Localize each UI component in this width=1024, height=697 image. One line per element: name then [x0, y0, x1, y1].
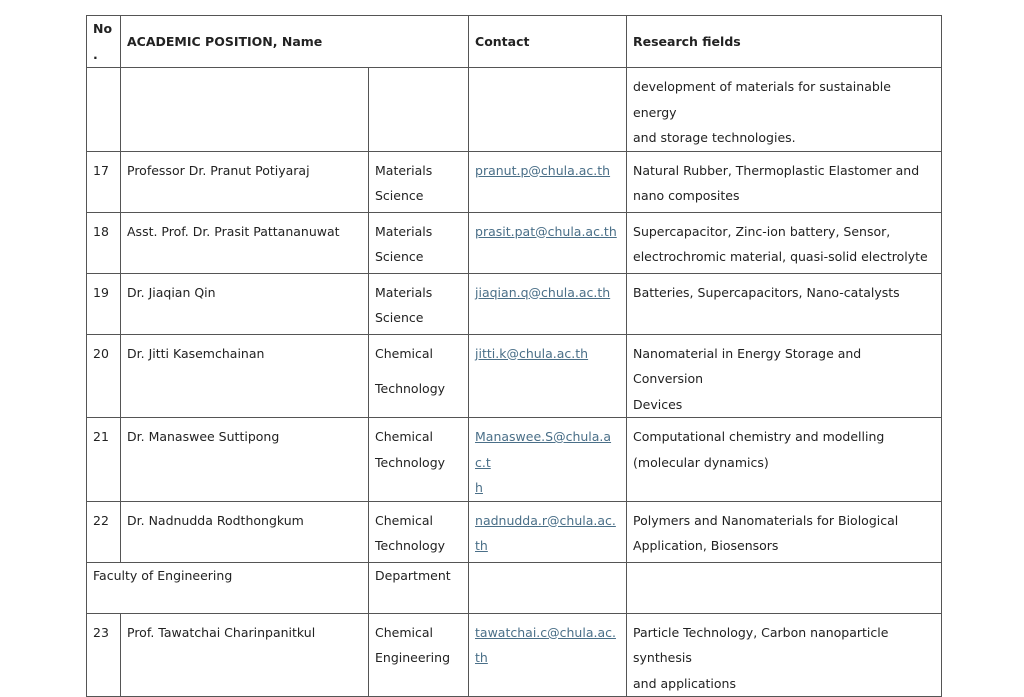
research-line: Devices: [633, 396, 683, 412]
no-cell: [87, 68, 121, 152]
research-line: and storage technologies.: [633, 130, 796, 145]
no-cell: 17: [87, 151, 121, 212]
email-link[interactable]: prasit.pat@chula.ac.th: [475, 223, 617, 239]
email-link[interactable]: jitti.k@chula.ac.th: [475, 345, 589, 361]
dept-line: Materials: [375, 223, 433, 239]
department-heading: Department: [369, 562, 469, 613]
name-cell: Dr. Manaswee Suttipong: [121, 418, 369, 502]
research-cell: [627, 151, 942, 212]
dept-line: Science: [375, 188, 424, 203]
header-no: No.: [87, 16, 121, 68]
table-row: [87, 418, 942, 502]
table-row: [87, 151, 942, 212]
dept-line: Materials: [375, 284, 433, 300]
dept-line: Science: [375, 310, 424, 325]
email-link[interactable]: Manaswee.S@chula.ac.t: [475, 429, 612, 470]
contact-cell: [469, 68, 627, 152]
dept-line: Chemical: [375, 624, 433, 640]
research-line: electrochromic material, quasi-solid electrolyte: [633, 249, 928, 264]
research-line: development of materials for sustainable energy: [633, 79, 891, 120]
dept-cell: [369, 68, 469, 152]
dept-line: Engineering: [375, 650, 450, 665]
name-cell: Dr. Nadnudda Rodthongkum: [121, 501, 369, 562]
dept-line: Chemical: [375, 512, 433, 528]
table-row: [87, 613, 942, 697]
research-cell: [627, 273, 942, 334]
name-cell: Professor Dr. Pranut Potiyaraj: [121, 151, 369, 212]
section-row: [87, 562, 942, 613]
name-cell: Asst. Prof. Dr. Prasit Pattananuwat: [121, 212, 369, 273]
no-cell: 20: [87, 334, 121, 418]
dept-cell: [369, 613, 469, 697]
header-name: ACADEMIC POSITION, Name: [121, 16, 469, 68]
dept-line: Chemical: [375, 429, 433, 444]
research-cell: [627, 613, 942, 697]
contact-cell: [469, 562, 627, 613]
header-contact: Contact: [469, 16, 627, 68]
contact-cell: [469, 151, 627, 212]
dept-line: Chemical: [375, 345, 433, 361]
email-link[interactable]: nadnudda.r@chula.ac.th: [475, 512, 616, 553]
header-row: [87, 16, 942, 68]
table-row: [87, 501, 942, 562]
research-cell: [627, 68, 942, 152]
dept-line: Materials: [375, 162, 433, 178]
research-line: Application, Biosensors: [633, 538, 779, 553]
dept-line: Technology: [375, 381, 446, 396]
no-cell: 21: [87, 418, 121, 502]
research-line: Supercapacitor, Zinc-ion battery, Sensor,: [633, 223, 891, 239]
header-research: Research fields: [627, 16, 942, 68]
email-link[interactable]: jiaqian.q@chula.ac.th: [475, 284, 611, 300]
research-line: (molecular dynamics): [633, 454, 769, 470]
email-link-continued[interactable]: h: [475, 480, 483, 495]
research-line: and applications: [633, 675, 736, 691]
staff-directory-table: [86, 15, 942, 697]
name-cell: Dr. Jitti Kasemchainan: [121, 334, 369, 418]
name-cell: Prof. Tawatchai Charinpanitkul: [121, 613, 369, 697]
research-line: Polymers and Nanomaterials for Biological: [633, 512, 899, 528]
research-line: Particle Technology, Carbon nanoparticle synthesis: [633, 624, 889, 665]
dept-cell: [369, 273, 469, 334]
research-cell: [627, 334, 942, 418]
research-cell: [627, 418, 942, 502]
contact-cell: [469, 418, 627, 502]
dept-cell: [369, 151, 469, 212]
contact-cell: [469, 613, 627, 697]
table-row: [87, 273, 942, 334]
dept-cell: [369, 212, 469, 273]
no-cell: 23: [87, 613, 121, 697]
dept-cell: [369, 334, 469, 418]
dept-line: Technology: [375, 538, 446, 553]
research-line: Nanomaterial in Energy Storage and Conversion: [633, 345, 862, 386]
faculty-heading: Faculty of Engineering: [87, 562, 369, 613]
research-line: Computational chemistry and modelling: [633, 429, 885, 444]
table-row: [87, 334, 942, 418]
dept-line: Science: [375, 249, 424, 264]
research-line: Natural Rubber, Thermoplastic Elastomer and: [633, 162, 920, 178]
contact-cell: [469, 334, 627, 418]
research-line: nano composites: [633, 188, 740, 203]
dept-cell: [369, 418, 469, 502]
table-row: [87, 212, 942, 273]
name-cell: Dr. Jiaqian Qin: [121, 273, 369, 334]
no-cell: 18: [87, 212, 121, 273]
name-cell: [121, 68, 369, 152]
email-link[interactable]: pranut.p@chula.ac.th: [475, 162, 611, 178]
contact-cell: [469, 273, 627, 334]
dept-line: Technology: [375, 454, 446, 470]
research-line: Batteries, Supercapacitors, Nano-catalysts: [633, 284, 900, 300]
email-link[interactable]: tawatchai.c@chula.ac.th: [475, 624, 616, 665]
no-cell: 22: [87, 501, 121, 562]
dept-cell: [369, 501, 469, 562]
table-row: [87, 68, 942, 152]
research-cell: [627, 501, 942, 562]
research-cell: [627, 562, 942, 613]
no-cell: 19: [87, 273, 121, 334]
contact-cell: [469, 212, 627, 273]
research-cell: [627, 212, 942, 273]
contact-cell: [469, 501, 627, 562]
